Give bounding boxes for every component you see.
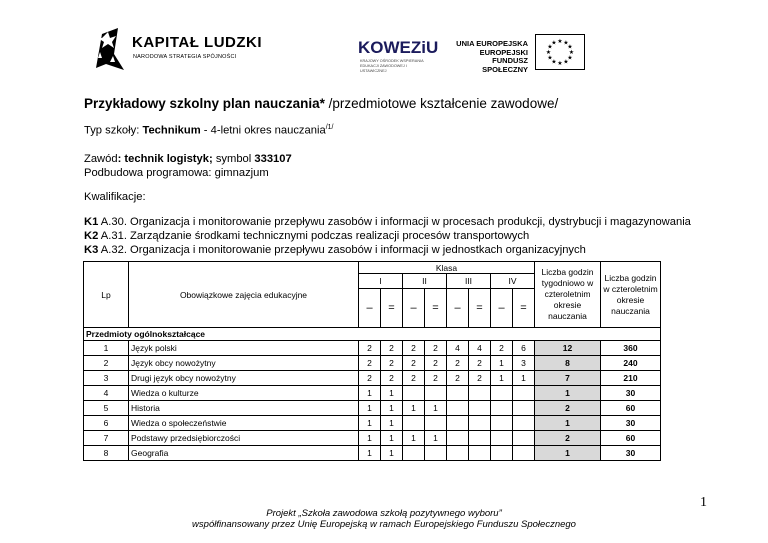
cell-total-hours: 360: [601, 341, 661, 356]
header-subject: Obowiązkowe zajęcia edukacyjne: [129, 262, 359, 328]
cell-subject: Geografia: [129, 446, 359, 461]
cell-semester-hours: 4: [469, 341, 491, 356]
cell-semester-hours: [469, 431, 491, 446]
table-row: [84, 371, 661, 386]
header-klasa: Klasa: [359, 262, 535, 274]
cell-semester-hours: 2: [447, 356, 469, 371]
cell-semester-hours: 2: [359, 371, 381, 386]
school-type-label: Typ szkoły:: [84, 124, 143, 137]
header-weekly-hours: Liczba godzin tygodniowo w czteroletnim okresie nauczania: [535, 262, 601, 328]
svg-text:★: ★: [545, 49, 552, 56]
cell-semester-hours: 1: [359, 431, 381, 446]
school-type-footnote: /1/: [325, 124, 334, 131]
cell-semester-hours: 1: [425, 401, 447, 416]
cell-weekly-hours: 1: [535, 386, 601, 401]
cell-total-hours: 60: [601, 401, 661, 416]
footer: [0, 508, 768, 530]
cell-semester-hours: 1: [403, 431, 425, 446]
cell-semester-hours: 2: [403, 356, 425, 371]
cell-semester-hours: 1: [359, 416, 381, 431]
header-sem: =: [513, 289, 535, 328]
cell-semester-hours: 2: [425, 356, 447, 371]
qualification-k3: [84, 244, 586, 256]
cell-weekly-hours: 1: [535, 446, 601, 461]
header-class-2: II: [403, 274, 447, 289]
cell-semester-hours: 2: [381, 371, 403, 386]
podbudowa: Podbudowa programowa: gimnazjum: [84, 167, 269, 179]
cell-semester-hours: 1: [381, 401, 403, 416]
cell-lp: 6: [84, 416, 129, 431]
cell-semester-hours: 2: [381, 356, 403, 371]
header-sem: =: [381, 289, 403, 328]
cell-semester-hours: [447, 416, 469, 431]
cell-weekly-hours: 1: [535, 416, 601, 431]
page-number: 1: [700, 495, 707, 510]
header-sem: –: [491, 289, 513, 328]
title-rest: /przedmiotowe kształcenie zawodowe/: [324, 96, 559, 111]
cell-semester-hours: [447, 446, 469, 461]
cell-total-hours: 30: [601, 386, 661, 401]
cell-semester-hours: [403, 416, 425, 431]
school-type-value: Technikum: [142, 124, 201, 137]
svg-text:★: ★: [551, 39, 557, 47]
cell-semester-hours: 2: [359, 341, 381, 356]
table-row: [84, 431, 661, 446]
table-row: [84, 416, 661, 431]
zawod-value: : technik logistyk;: [117, 153, 213, 165]
cell-semester-hours: [447, 431, 469, 446]
header-total-hours: Liczba godzin w czteroletnim okresie nauczania: [601, 262, 661, 328]
cell-semester-hours: [513, 416, 535, 431]
cell-semester-hours: 2: [403, 371, 425, 386]
cell-semester-hours: 6: [513, 341, 535, 356]
cell-lp: 7: [84, 431, 129, 446]
header-lp: Lp: [84, 262, 129, 328]
cell-subject: Język polski: [129, 341, 359, 356]
cell-semester-hours: 1: [491, 356, 513, 371]
header-row-klasa: [84, 262, 661, 274]
curriculum-table: [83, 261, 661, 461]
kapital-ludzki-title: KAPITAŁ LUDZKI: [132, 34, 263, 51]
header-class-4: IV: [491, 274, 535, 289]
kowezu-subtitle: KRAJOWY OŚRODEK WSPIERANIA EDUKACJI ZAWODOWEJ I USTAWICZNEJ: [360, 59, 424, 73]
ue-line-2: EUROPEJSKI: [479, 47, 528, 57]
symbol-label: symbol: [212, 153, 255, 165]
kapital-ludzki-subtitle: NARODOWA STRATEGIA SPÓJNOŚCI: [133, 54, 237, 60]
cell-semester-hours: 2: [425, 371, 447, 386]
cell-semester-hours: 2: [359, 356, 381, 371]
svg-text:★: ★: [557, 60, 563, 67]
cell-subject: Historia: [129, 401, 359, 416]
svg-text:★: ★: [557, 38, 563, 45]
cell-lp: 3: [84, 371, 129, 386]
ue-line-3: FUNDUSZ SPOŁECZNY: [482, 56, 528, 74]
cell-semester-hours: 1: [381, 386, 403, 401]
cell-semester-hours: 1: [403, 401, 425, 416]
header-class-1: I: [359, 274, 403, 289]
symbol-value: 333107: [254, 153, 292, 165]
cell-semester-hours: [513, 446, 535, 461]
cell-subject: Język obcy nowożytny: [129, 356, 359, 371]
cell-semester-hours: 2: [381, 341, 403, 356]
cell-lp: 2: [84, 356, 129, 371]
school-type: [84, 124, 333, 137]
cell-lp: 5: [84, 401, 129, 416]
k1-code: K1: [84, 216, 99, 228]
qualification-k1: [84, 216, 691, 228]
cell-semester-hours: 1: [425, 431, 447, 446]
cell-semester-hours: 2: [491, 341, 513, 356]
header-sem: –: [359, 289, 381, 328]
zawod-label: Zawód: [84, 153, 118, 165]
cell-total-hours: 30: [601, 446, 661, 461]
cell-semester-hours: [491, 386, 513, 401]
header-class-3: III: [447, 274, 491, 289]
cell-subject: Podstawy przedsiębiorczości: [129, 431, 359, 446]
cell-semester-hours: 2: [447, 371, 469, 386]
svg-text:★: ★: [563, 39, 569, 47]
ue-line-1: UNIA EUROPEJSKA: [456, 39, 528, 48]
svg-text:★: ★: [567, 54, 573, 62]
svg-text:★: ★: [551, 58, 557, 66]
table-row: [84, 386, 661, 401]
cell-semester-hours: 2: [469, 356, 491, 371]
cell-subject: Wiedza o kulturze: [129, 386, 359, 401]
kwalifikacje-heading: Kwalifikacje:: [84, 191, 146, 203]
cell-semester-hours: 3: [513, 356, 535, 371]
cell-semester-hours: [513, 386, 535, 401]
title-bold: Przykładowy szkolny plan nauczania*: [84, 96, 325, 111]
svg-text:★: ★: [563, 58, 569, 66]
cell-semester-hours: 2: [425, 341, 447, 356]
cell-semester-hours: [491, 401, 513, 416]
footer-line-1: Projekt „Szkoła zawodowa szkołą pozytywnego wyboru”: [266, 508, 502, 519]
cell-semester-hours: [425, 446, 447, 461]
svg-text:★: ★: [568, 49, 575, 56]
cell-weekly-hours: 8: [535, 356, 601, 371]
kowezu-logo: KOWEZiU: [358, 38, 439, 57]
footer-line-2: współfinansowany przez Unię Europejską w ramach Europejskiego Funduszu Społecznego: [192, 519, 576, 530]
cell-semester-hours: [491, 416, 513, 431]
qualification-k2: [84, 230, 529, 242]
cell-lp: 8: [84, 446, 129, 461]
cell-semester-hours: 4: [447, 341, 469, 356]
k3-text: A.32. Organizacja i monitorowanie przepływu zasobów i informacji w jednostkach organizacyjnych: [98, 244, 586, 256]
table-row: [84, 341, 661, 356]
cell-semester-hours: [403, 386, 425, 401]
cell-semester-hours: 1: [359, 446, 381, 461]
cell-semester-hours: [425, 386, 447, 401]
cell-weekly-hours: 2: [535, 401, 601, 416]
header-sem: =: [469, 289, 491, 328]
cell-semester-hours: [491, 431, 513, 446]
page-title: [84, 96, 558, 111]
k2-text: A.31. Zarządzanie środkami technicznymi podczas realizacji procesów transportowych: [98, 230, 530, 242]
cell-semester-hours: [513, 401, 535, 416]
cell-total-hours: 240: [601, 356, 661, 371]
svg-text:★: ★: [547, 54, 553, 62]
eu-flag-icon: [535, 34, 585, 70]
header-sem: –: [447, 289, 469, 328]
cell-lp: 1: [84, 341, 129, 356]
cell-weekly-hours: 2: [535, 431, 601, 446]
cell-semester-hours: 1: [381, 431, 403, 446]
cell-semester-hours: [447, 386, 469, 401]
cell-semester-hours: [469, 401, 491, 416]
cell-semester-hours: 1: [513, 371, 535, 386]
cell-semester-hours: [491, 446, 513, 461]
cell-lp: 4: [84, 386, 129, 401]
table-row: [84, 356, 661, 371]
header-sem: =: [425, 289, 447, 328]
cell-subject: Wiedza o społeczeństwie: [129, 416, 359, 431]
svg-text:★: ★: [567, 43, 573, 51]
cell-total-hours: 30: [601, 416, 661, 431]
cell-semester-hours: [513, 431, 535, 446]
k1-text: A.30. Organizacja i monitorowanie przepływu zasobów i informacji w procesach produkcji, dystrybucji i magazynowania: [98, 216, 691, 228]
cell-semester-hours: [469, 416, 491, 431]
cell-semester-hours: 2: [403, 341, 425, 356]
svg-text:★: ★: [547, 43, 553, 51]
cell-subject: Drugi język obcy nowożytny: [129, 371, 359, 386]
cell-weekly-hours: 12: [535, 341, 601, 356]
cell-semester-hours: 1: [491, 371, 513, 386]
cell-semester-hours: [403, 446, 425, 461]
kapital-ludzki-logo: [88, 24, 128, 76]
school-type-rest: - 4-letni okres nauczania: [200, 124, 326, 137]
zawod-line: [84, 153, 292, 165]
cell-weekly-hours: 7: [535, 371, 601, 386]
table-row: [84, 446, 661, 461]
cell-semester-hours: 1: [381, 416, 403, 431]
ue-text: [445, 40, 528, 74]
cell-semester-hours: [447, 401, 469, 416]
cell-total-hours: 60: [601, 431, 661, 446]
header-sem: –: [403, 289, 425, 328]
cell-semester-hours: 2: [469, 371, 491, 386]
k3-code: K3: [84, 244, 99, 256]
cell-semester-hours: 1: [381, 446, 403, 461]
cell-semester-hours: 1: [359, 401, 381, 416]
cell-semester-hours: [469, 446, 491, 461]
cell-total-hours: 210: [601, 371, 661, 386]
cell-semester-hours: [425, 416, 447, 431]
cell-semester-hours: 1: [359, 386, 381, 401]
section-row: [84, 328, 661, 341]
cell-semester-hours: [469, 386, 491, 401]
k2-code: K2: [84, 230, 99, 242]
table-row: [84, 401, 661, 416]
section-general-subjects: Przedmioty ogólnokształcące: [84, 328, 661, 341]
